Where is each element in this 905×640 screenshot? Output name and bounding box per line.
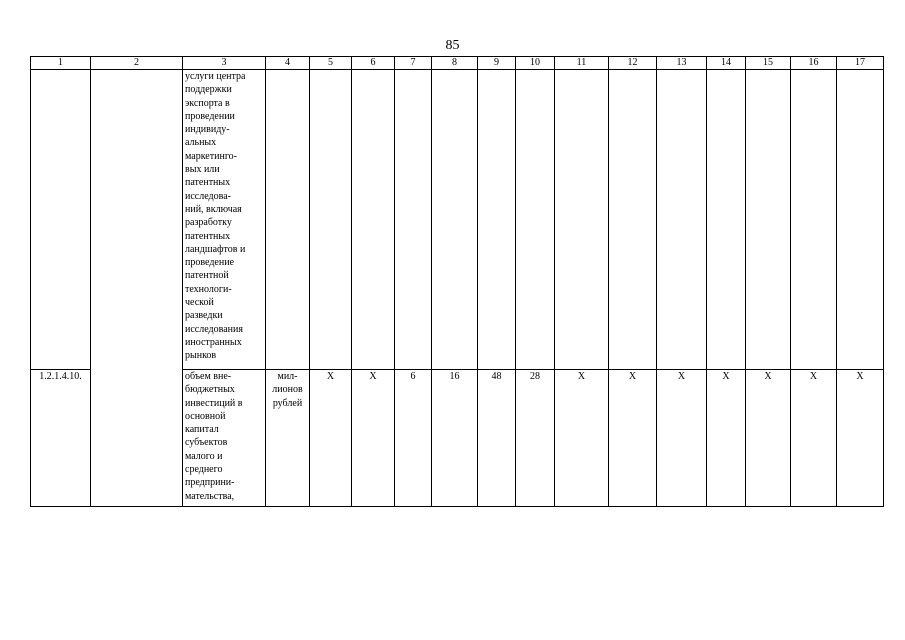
value-cell	[516, 70, 555, 370]
header-cell: 1	[31, 57, 91, 70]
value-cell	[432, 70, 478, 370]
header-cell: 13	[657, 57, 707, 70]
header-cell: 7	[395, 57, 432, 70]
value-cell: X	[555, 370, 609, 507]
value-cell	[395, 70, 432, 370]
header-cell: 11	[555, 57, 609, 70]
value-cell	[837, 70, 884, 370]
header-cell: 12	[609, 57, 657, 70]
value-cell: X	[609, 370, 657, 507]
unit-cell: мил- лионов рублей	[266, 370, 310, 507]
indicator-name-cell: услуги центра поддержки экспорта в проведении индивиду- альных маркетинго- вых или патентных исследова- ний, включая разработку патентных ландшафтов и проведение патентной технологи- ческой разведки исследования иностранных рынков	[183, 70, 266, 370]
value-cell	[657, 70, 707, 370]
value-cell	[310, 70, 352, 370]
header-cell: 6	[352, 57, 395, 70]
row-number-cell	[31, 70, 91, 370]
value-cell	[791, 70, 837, 370]
value-cell	[352, 70, 395, 370]
header-cell: 5	[310, 57, 352, 70]
header-cell: 15	[746, 57, 791, 70]
value-cell	[609, 70, 657, 370]
indicator-name-cell: объем вне- бюджетных инвестиций в основной капитал субъектов малого и среднего предприни- мательства,	[183, 370, 266, 507]
value-cell	[555, 70, 609, 370]
value-cell: X	[837, 370, 884, 507]
header-cell: 4	[266, 57, 310, 70]
value-cell: X	[707, 370, 746, 507]
header-cell: 16	[791, 57, 837, 70]
table-row	[31, 70, 884, 370]
value-cell: 28	[516, 370, 555, 507]
value-cell: X	[310, 370, 352, 507]
value-cell: X	[657, 370, 707, 507]
header-cell: 17	[837, 57, 884, 70]
value-cell: 16	[432, 370, 478, 507]
value-cell: 48	[478, 370, 516, 507]
header-cell: 3	[183, 57, 266, 70]
header-cell: 8	[432, 57, 478, 70]
value-cell: X	[791, 370, 837, 507]
value-cell	[707, 70, 746, 370]
data-table	[30, 56, 884, 507]
row-number-cell: 1.2.1.4.10.	[31, 370, 91, 507]
value-cell: 6	[395, 370, 432, 507]
header-row	[31, 57, 884, 70]
value-cell: X	[746, 370, 791, 507]
header-cell: 2	[91, 57, 183, 70]
page-number: 85	[445, 38, 460, 53]
unit-cell	[266, 70, 310, 370]
header-cell: 14	[707, 57, 746, 70]
header-cell: 10	[516, 57, 555, 70]
header-cell: 9	[478, 57, 516, 70]
value-cell	[746, 70, 791, 370]
value-cell	[478, 70, 516, 370]
value-cell: X	[352, 370, 395, 507]
merged-cell	[91, 70, 183, 507]
